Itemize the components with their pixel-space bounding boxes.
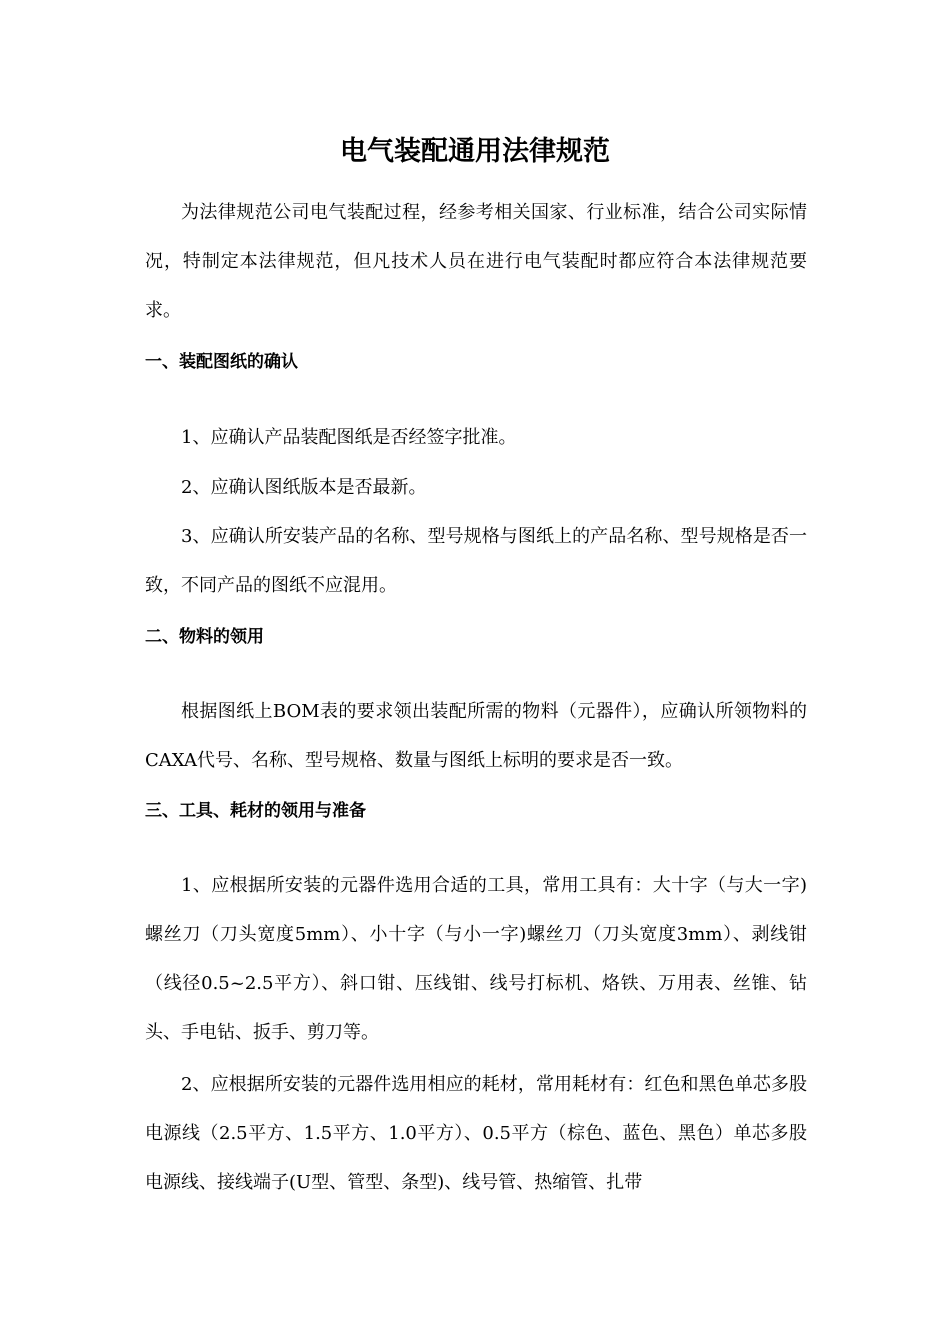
intro-paragraph: 为法律规范公司电气装配过程，经参考相关国家、行业标准，结合公司实际情况，特制定本法律规范，但凡技术人员在进行电气装配时都应符合本法律规范要求。	[145, 202, 807, 321]
paragraph-drawing-2: 2、应确认图纸版本是否最新。	[181, 477, 427, 498]
paragraph-drawing-3: 3、应确认所安装产品的名称、型号规格与图纸上的产品名称、型号规格是否一致，不同产品的图纸不应混用。	[145, 526, 807, 596]
document-title: 电气装配通用法律规范	[340, 136, 610, 167]
paragraph-material: 根据图纸上BOM表的要求领出装配所需的物料（元器件），应确认所领物料的CAXA代号、名称、型号规格、数量与图纸上标明的要求是否一致。	[145, 701, 807, 771]
section-heading-material-collection: 二、物料的领用	[145, 627, 264, 647]
section-heading-tools-consumables: 三、工具、耗材的领用与准备	[145, 801, 366, 821]
paragraph-consumables: 2、应根据所安装的元器件选用相应的耗材，常用耗材有：红色和黑色单芯多股电源线（2.5平方、1.5平方、1.0平方）、0.5平方（棕色、蓝色、黑色）单芯多股电源线、接线端子(U型、管型、条型)、线号管、热缩管、扎带	[145, 1074, 807, 1193]
section-heading-drawing-confirmation: 一、装配图纸的确认	[145, 352, 298, 372]
paragraph-tools: 1、应根据所安装的元器件选用合适的工具，常用工具有：大十字（与大一字)螺丝刀（刀头宽度5mm）、小十字（与小一字)螺丝刀（刀头宽度3mm）、剥线钳（线径0.5~2.5平方）、斜口钳、压线钳、线号打标机、烙铁、万用表、丝锥、钻头、手电钻、扳手、剪刀等。	[145, 875, 807, 1043]
paragraph-drawing-1: 1、应确认产品装配图纸是否经签字批准。	[181, 427, 517, 448]
